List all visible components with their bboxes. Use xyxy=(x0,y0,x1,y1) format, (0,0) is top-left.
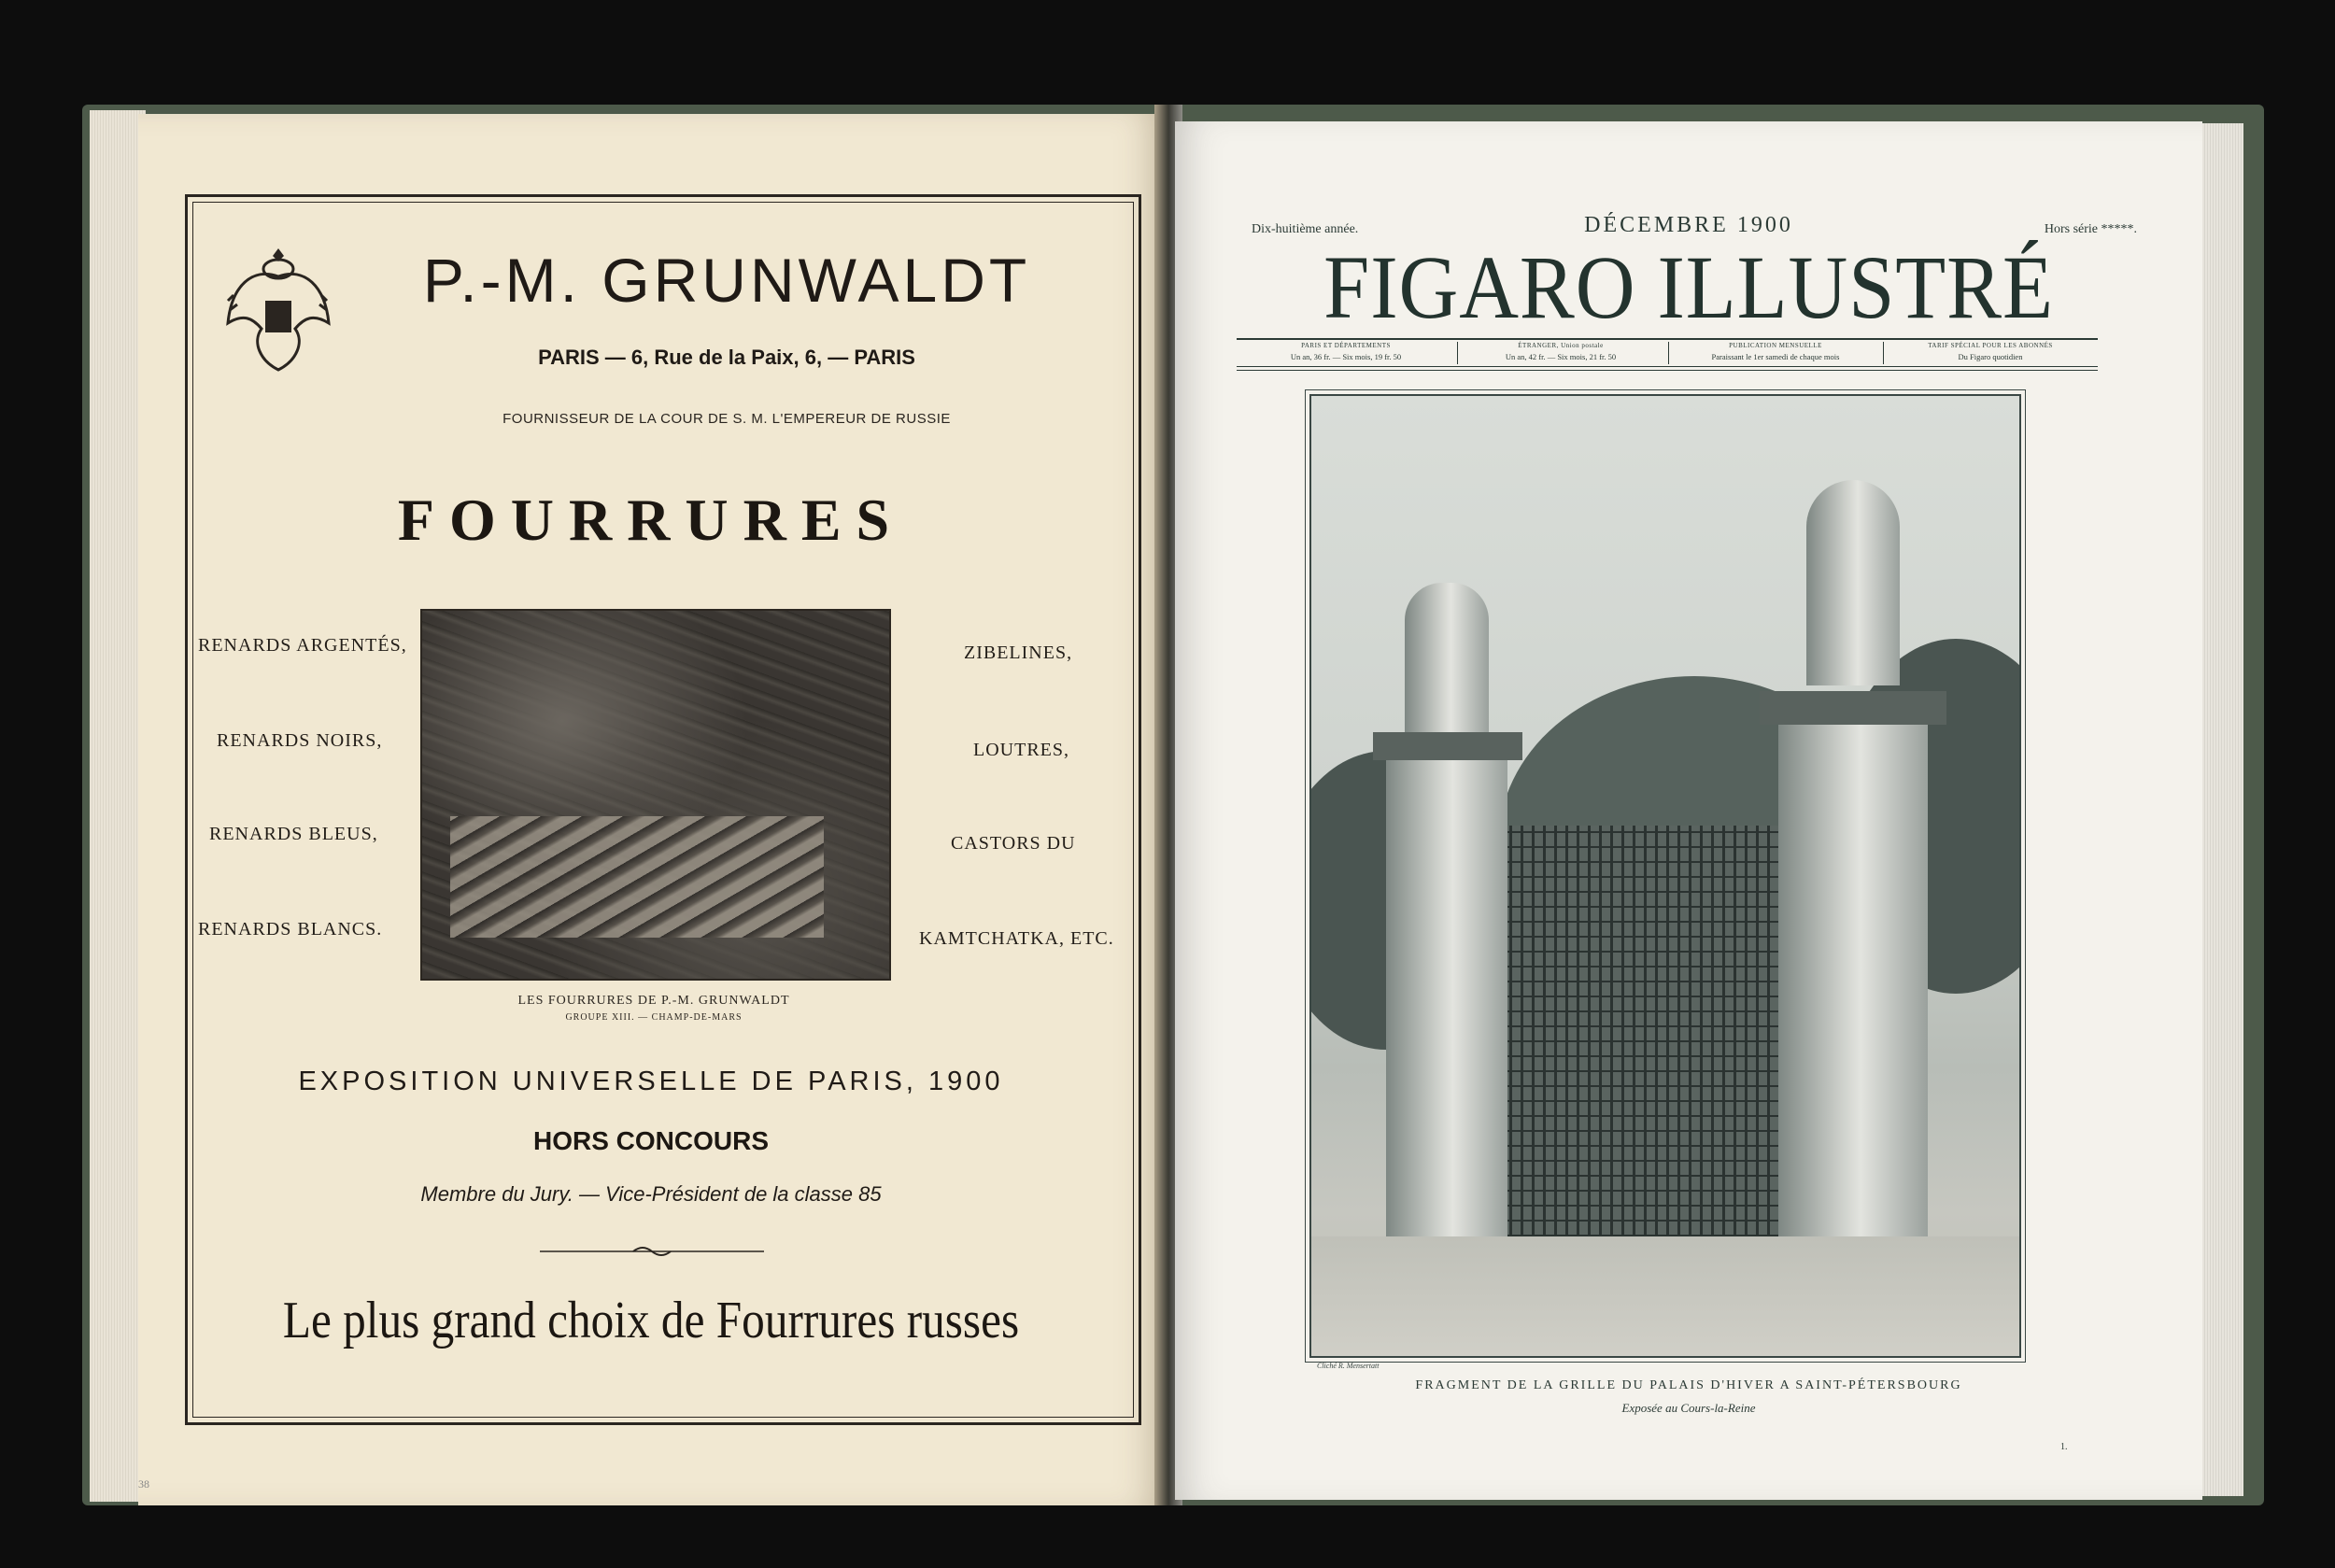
subscription-heading: TARIF SPÉCIAL POUR LES ABONNÉS xyxy=(1928,342,2053,349)
stone-pillar xyxy=(1386,742,1507,1236)
photo-caption-sub: Exposée au Cours-la-Reine xyxy=(1621,1401,1756,1415)
fur-item: KAMTCHATKA, ETC. xyxy=(919,928,1114,949)
photo-caption: FRAGMENT DE LA GRILLE DU PALAIS D'HIVER A SAINT-PÉTERSBOURG xyxy=(1415,1378,1962,1392)
subscription-heading: ÉTRANGER, Union postale xyxy=(1518,342,1604,349)
subscription-heading: PARIS ET DÉPARTEMENTS xyxy=(1301,342,1391,349)
page-edges-right xyxy=(2197,123,2243,1496)
issue-date: DÉCEMBRE 1900 xyxy=(1584,213,1793,237)
fur-item: CASTORS DU xyxy=(951,833,1076,854)
slogan: Le plus grand choix de Fourrures russes xyxy=(282,1292,1020,1349)
edition-year: Dix-huitième année. xyxy=(1252,222,1359,236)
subscription-info xyxy=(1453,340,1668,362)
jury-line: Membre du Jury. — Vice-Président de la classe 85 xyxy=(420,1182,882,1206)
hors-concours: HORS CONCOURS xyxy=(532,1126,769,1155)
subscription-text: Paraissant le 1er samedi de chaque mois xyxy=(1711,352,1840,361)
masthead-title: FIGARO ILLUSTRÉ xyxy=(1323,237,2054,337)
fur-display-case xyxy=(450,816,824,938)
photo-caption: LES FOURRURES DE P.-M. GRUNWALDT xyxy=(517,994,790,1008)
right-page xyxy=(1175,121,2202,1500)
fur-item: RENARDS ARGENTÉS, xyxy=(198,635,407,656)
fur-item: LOUTRES, xyxy=(973,740,1069,760)
subscription-info xyxy=(1238,340,1453,362)
fur-item: RENARDS BLEUS, xyxy=(209,824,378,844)
fur-item: RENARDS NOIRS, xyxy=(217,730,383,751)
page-mark-left: 38 xyxy=(138,1477,149,1490)
fur-display-photo xyxy=(420,609,891,981)
ad-headline: FOURRURES xyxy=(397,487,905,553)
imperial-eagle-emblem xyxy=(224,239,333,379)
ad-address: PARIS — 6, Rue de la Paix, 6, — PARIS xyxy=(538,346,915,369)
page-number: 1. xyxy=(2060,1442,2068,1452)
photo-subcaption: GROUPE XIII. — CHAMP-DE-MARS xyxy=(565,1012,743,1023)
ground xyxy=(1311,1236,2019,1356)
fur-item: RENARDS BLANCS. xyxy=(198,919,383,939)
crown-finial xyxy=(1806,480,1900,685)
crown-finial xyxy=(1405,583,1489,732)
subscription-info xyxy=(1668,340,1883,362)
ad-supplier-line: FOURNISSEUR DE LA COUR DE S. M. L'EMPEREUR DE RUSSIE xyxy=(502,411,951,427)
masthead-rule-double xyxy=(1237,366,2098,371)
pillar-capital xyxy=(1373,732,1522,760)
subscription-heading: PUBLICATION MENSUELLE xyxy=(1729,342,1822,349)
stone-pillar xyxy=(1778,704,1928,1236)
ad-title: P.-M. GRUNWALDT xyxy=(422,246,1031,315)
subscription-text: Un an, 42 fr. — Six mois, 21 fr. 50 xyxy=(1505,352,1617,361)
photo-credit: Cliché R. Mensertatt xyxy=(1317,1362,1380,1370)
page-edges-left xyxy=(90,110,146,1502)
series-note: Hors série *****. xyxy=(2044,222,2137,236)
left-page xyxy=(138,114,1164,1505)
palace-gate-photo xyxy=(1309,394,2021,1358)
subscription-text: Du Figaro quotidien xyxy=(1958,352,2023,361)
pillar-capital xyxy=(1760,691,1946,725)
ornament-divider xyxy=(540,1246,764,1257)
subscription-info xyxy=(1883,340,2098,362)
fur-item: ZIBELINES, xyxy=(964,643,1073,663)
subscription-text: Un an, 36 fr. — Six mois, 19 fr. 50 xyxy=(1290,352,1402,361)
exposition-line: EXPOSITION UNIVERSELLE DE PARIS, 1900 xyxy=(298,1067,1004,1096)
